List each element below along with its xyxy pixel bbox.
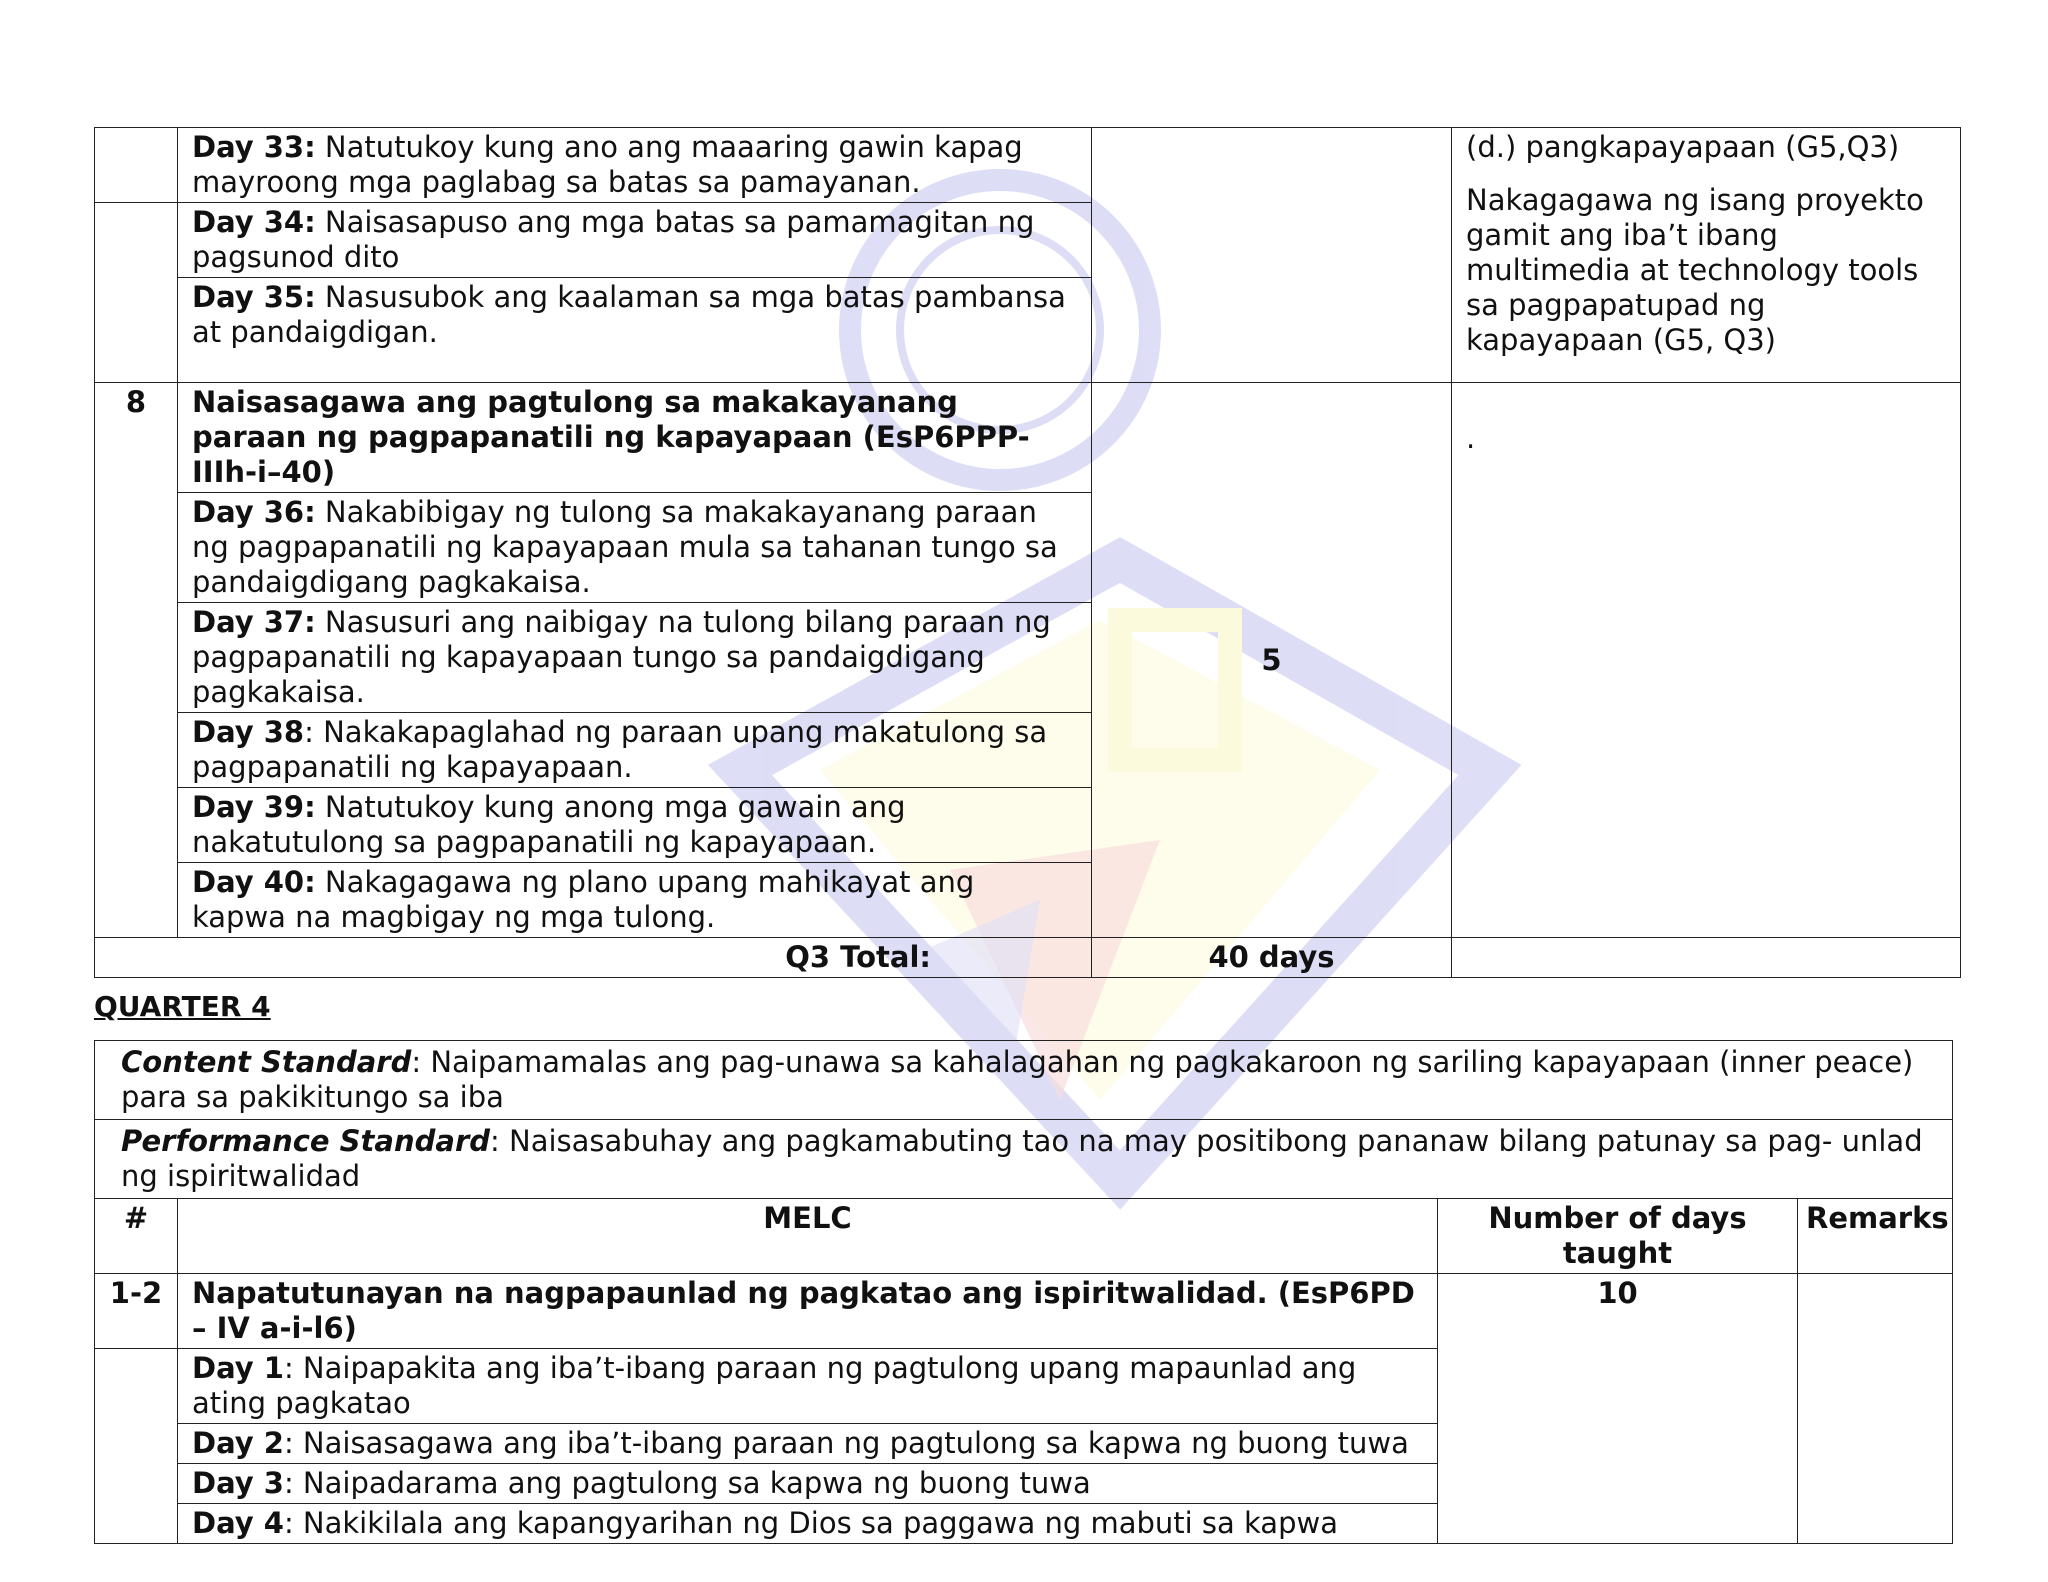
header-number: #	[95, 1199, 178, 1274]
day-row: Day 4: Nakikilala ang kapangyarihan ng Dios sa paggawa ng mabuti sa kapwa	[178, 1504, 1438, 1544]
header-days: Number of days taught	[1438, 1199, 1798, 1274]
quarter-4-heading: QUARTER 4	[94, 990, 271, 1023]
total-label: Q3 Total:	[95, 938, 1092, 978]
total-remarks	[1452, 938, 1961, 978]
day-row: Day 39: Natutukoy kung anong mga gawain ang nakatutulong sa pagpapanatili ng kapayapaan.	[178, 788, 1092, 863]
day-row: Day 37: Nasusuri ang naibigay na tulong bilang paraan ng pagpapanatili ng kapayapaan tungo sa pandaigdigang pagkakaisa.	[178, 603, 1092, 713]
day-row: Day 2: Naisasagawa ang iba’t-ibang paraan ng pagtulong sa kapwa ng buong tuwa	[178, 1424, 1438, 1464]
total-value: 40 days	[1092, 938, 1452, 978]
day-row: Day 38: Nakakapaglahad ng paraan upang makatulong sa pagpapanatili ng kapayapaan.	[178, 713, 1092, 788]
remarks-line: Nakagagawa ng isang proyekto gamit ang iba’t ibang multimedia at technology tools sa pagpapatupad ng kapayapaan (G5, Q3)	[1466, 183, 1924, 357]
day-row: Day 33: Natutukoy kung ano ang maaaring gawin kapag mayroong mga paglabag sa batas sa pamayanan.	[178, 128, 1092, 203]
days-taught: 5	[1092, 383, 1452, 938]
number-cell	[95, 128, 178, 203]
remarks-cell	[1798, 1274, 1953, 1544]
melc-title: Napatutunayan na nagpapaunlad ng pagkatao ang ispiritwalidad. (EsP6PD – IV a-i-l6)	[178, 1274, 1438, 1349]
day-row: Day 35: Nasusubok ang kaalaman sa mga batas pambansa at pandaigdigan.	[178, 278, 1092, 383]
day-row: Day 1: Naipapakita ang iba’t-ibang paraan ng pagtulong upang mapaunlad ang ating pagkatao	[178, 1349, 1438, 1424]
remarks-cell: .	[1452, 383, 1961, 938]
days-taught: 10	[1438, 1274, 1798, 1544]
number-cell	[95, 1349, 178, 1544]
melc-number: 8	[95, 383, 178, 938]
day-row: Day 36: Nakabibigay ng tulong sa makakayanang paraan ng pagpapanatili ng kapayapaan mula sa tahanan tungo sa pandaigdigang pagkakaisa.	[178, 493, 1092, 603]
performance-standard: Performance Standard: Naisasabuhay ang pagkamabuting tao na may positibong pananaw bilang patunay sa pag- unlad ng ispiritwalidad	[95, 1120, 1953, 1199]
header-remarks: Remarks	[1798, 1199, 1953, 1274]
day-row: Day 34: Naisasapuso ang mga batas sa pamamagitan ng pagsunod dito	[178, 203, 1092, 278]
remarks-cell	[1452, 128, 1961, 383]
melc-title: Naisasagawa ang pagtulong sa makakayanang paraan ng pagpapanatili ng kapayapaan (EsP6PPP- IIIh-i–40)	[178, 383, 1092, 493]
number-cell	[95, 203, 178, 383]
day-row: Day 40: Nakagagawa ng plano upang mahikayat ang kapwa na magbigay ng mga tulong.	[178, 863, 1092, 938]
remarks-line: (d.) pangkapayapaan (G5,Q3)	[1466, 130, 1900, 164]
q4-table	[94, 1040, 1953, 1544]
content-standard: Content Standard: Naipamamalas ang pag-unawa sa kahalagahan ng pagkakaroon ng sariling kapayapaan (inner peace) para sa pakikitungo sa iba	[95, 1041, 1953, 1120]
header-melc: MELC	[178, 1199, 1438, 1274]
melc-number: 1-2	[95, 1274, 178, 1349]
days-cell	[1092, 128, 1452, 383]
day-row: Day 3: Naipadarama ang pagtulong sa kapwa ng buong tuwa	[178, 1464, 1438, 1504]
q3-table	[94, 127, 1961, 978]
